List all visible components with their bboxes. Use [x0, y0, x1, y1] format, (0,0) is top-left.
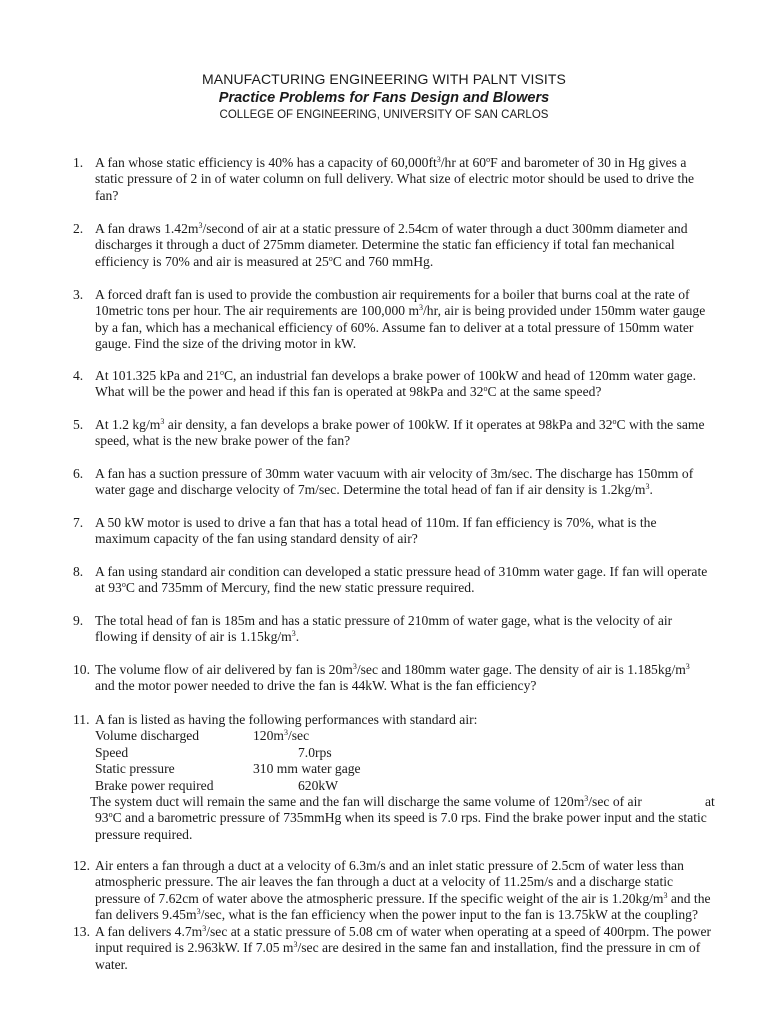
school-name: COLLEGE OF ENGINEERING, UNIVERSITY OF SAN CARLOS	[219, 109, 549, 121]
problem-text-line: A 50 kW motor is used to drive a fan that has a total head of 110m. If fan efficiency is 70%, what is the	[95, 515, 657, 530]
problem-number: 8.	[73, 564, 84, 579]
problem-text-line: At 101.325 kPa and 21$^o$C, an industrial fan develops a brake power of 100kW and head of 120mm water gage.	[95, 368, 696, 383]
problem-text-line: water gage and discharge velocity of 7m/sec. Determine the total head of fan if air density is $1.2kg/m^3$.	[95, 482, 653, 498]
problem-text-line: discharges it through a duct of 275mm diameter. Determine the static fan efficiency if total fan mechanical	[95, 237, 675, 253]
problem-number: 2.	[73, 221, 84, 236]
problem-text-line: pressure required.	[95, 826, 193, 842]
problem-number: 6.	[73, 466, 84, 481]
problem-text-line: A fan whose static efficiency is 40% has a capacity of $60,000ft^3/hr$ at 60$^o$F and barometer of 30 in Hg gives a	[95, 155, 687, 170]
problem-text-line: pressure of 7.62cm of water above the atmospheric pressure. If the specific weight of the air is $1.20kg/m^3$ and the	[95, 890, 711, 906]
problem-text-line: The volume flow of air delivered by fan is $20m^3/\sec$ and 180mm water gage. The density of air is $1.185kg/m^3$	[95, 662, 690, 677]
problem-text-line: What will be the power and head if this fan is operated at 98kPa and 32$^o$C at the same speed?	[95, 384, 602, 400]
problem-text-line: flowing if density of air is $1.15kg/m^3$.	[95, 629, 300, 645]
problem-text-line: fan delivers $9.45m^3/\sec$, what is the fan efficiency when the power input to the fan is 13.75kW at the coupling?	[95, 907, 698, 923]
problem-text-line: fan?	[95, 187, 119, 203]
problem-text-line: and the motor power needed to drive the fan is 44kW. What is the fan efficiency?	[95, 678, 537, 694]
problem-text-line: input required is 2.963kW. If 7.05 $m^3/\sec$ are desired in the same fan and installation, find the pressure in cm of	[95, 940, 701, 956]
problem-text-line: static pressure of 2 in of water column on full delivery. What size of electric motor should be used to drive the	[95, 171, 695, 187]
spec-value: 620kW	[298, 777, 339, 793]
problem-text-line: The system duct will remain the same and the fan will discharge the same volume of $120m^3/\sec$ of air	[90, 794, 642, 809]
spec-label: Brake power required	[95, 777, 214, 793]
problem-text-line: A fan draws $1.42m^3$/second of air at a static pressure of 2.54cm of water through a duct 300mm diameter and	[95, 221, 688, 236]
problem-text-line: The total head of fan is 185m and has a static pressure of 210mm of water gage, what is the velocity of air	[95, 613, 673, 628]
spec-label: Static pressure	[95, 761, 175, 777]
problem-text-line: maximum capacity of the fan using standard density of air?	[95, 531, 418, 547]
problem-number: 1.	[73, 155, 84, 170]
problem-number: 10.	[73, 662, 90, 677]
problem-text-line: A fan using standard air condition can developed a static pressure head of 310mm water gage. If fan will operate	[95, 564, 708, 579]
problem-text-line: efficiency is 70% and air is measured at 25$^o$C and 760 mmHg.	[95, 253, 434, 269]
spec-value: 310 mm water gage	[253, 761, 361, 777]
spec-label: Volume discharged	[95, 728, 200, 744]
course-title: MANUFACTURING ENGINEERING WITH PALNT VISITS	[202, 71, 566, 87]
problem-number: 13.	[73, 924, 90, 939]
document-title: Practice Problems for Fans Design and Blowers	[218, 90, 550, 106]
problem-text-line: Air enters a fan through a duct at a velocity of 6.3m/s and an inlet static pressure of 2.5cm of water less than	[95, 858, 684, 873]
problem-text-line: atmospheric pressure. The air leaves the fan through a duct at a velocity of 11.25m/s and a discharge static	[95, 874, 674, 890]
problem-text-line: A forced draft fan is used to provide the combustion air requirements for a boiler that burns coal at the rate of	[95, 287, 690, 302]
problem-number: 9.	[73, 613, 84, 628]
problem-text-line: 93$^o$C and a barometric pressure of 735mmHg when its speed is 7.0 rps. Find the brake power input and the static	[95, 810, 707, 826]
problem-text-line: speed, what is the new brake power of the fan?	[95, 433, 351, 449]
problem-text-line: A fan has a suction pressure of 30mm water vacuum with air velocity of 3m/sec. The discharge has 150mm of	[95, 466, 694, 481]
problem-text-line: A fan is listed as having the following performances with standard air:	[95, 712, 478, 727]
problem-text-line: by a fan, which has a mechanical efficiency of 60%. Assume fan to deliver at a total pressure of 150mm water	[95, 319, 694, 335]
problem-text-line: At 1.2 $kg/m^3$ air density, a fan develops a brake power of 100kW. If it operates at 98kPa and 32$^o$C with the same	[95, 417, 705, 432]
problem-number: 3.	[73, 287, 84, 302]
spec-value: 7.0rps	[298, 744, 332, 760]
problem-text-line: water.	[95, 956, 128, 972]
spec-value: $120m^3/\sec$	[253, 728, 310, 744]
problem-text-line: at	[705, 794, 715, 809]
problem-text-line: A fan delivers $4.7m^3/\sec$ at a static pressure of 5.08 cm of water when operating at a speed of 400rpm. The power	[95, 924, 712, 939]
problem-number: 4.	[73, 368, 84, 383]
spec-label: Speed	[95, 744, 129, 760]
problem-number: 12.	[73, 858, 90, 873]
problem-number: 7.	[73, 515, 84, 530]
problem-number: 5.	[73, 417, 84, 432]
problem-text-line: at 93$^o$C and 735mm of Mercury, find the new static pressure required.	[95, 580, 475, 596]
problem-text-line: 10metric tons per hour. The air requirements are 100,000 $m^3/hr$, air is being provided under 150mm water gauge	[95, 303, 706, 319]
problem-number: 11.	[73, 712, 90, 727]
problem-text-line: gauge. Find the size of the driving motor in kW.	[95, 336, 357, 352]
